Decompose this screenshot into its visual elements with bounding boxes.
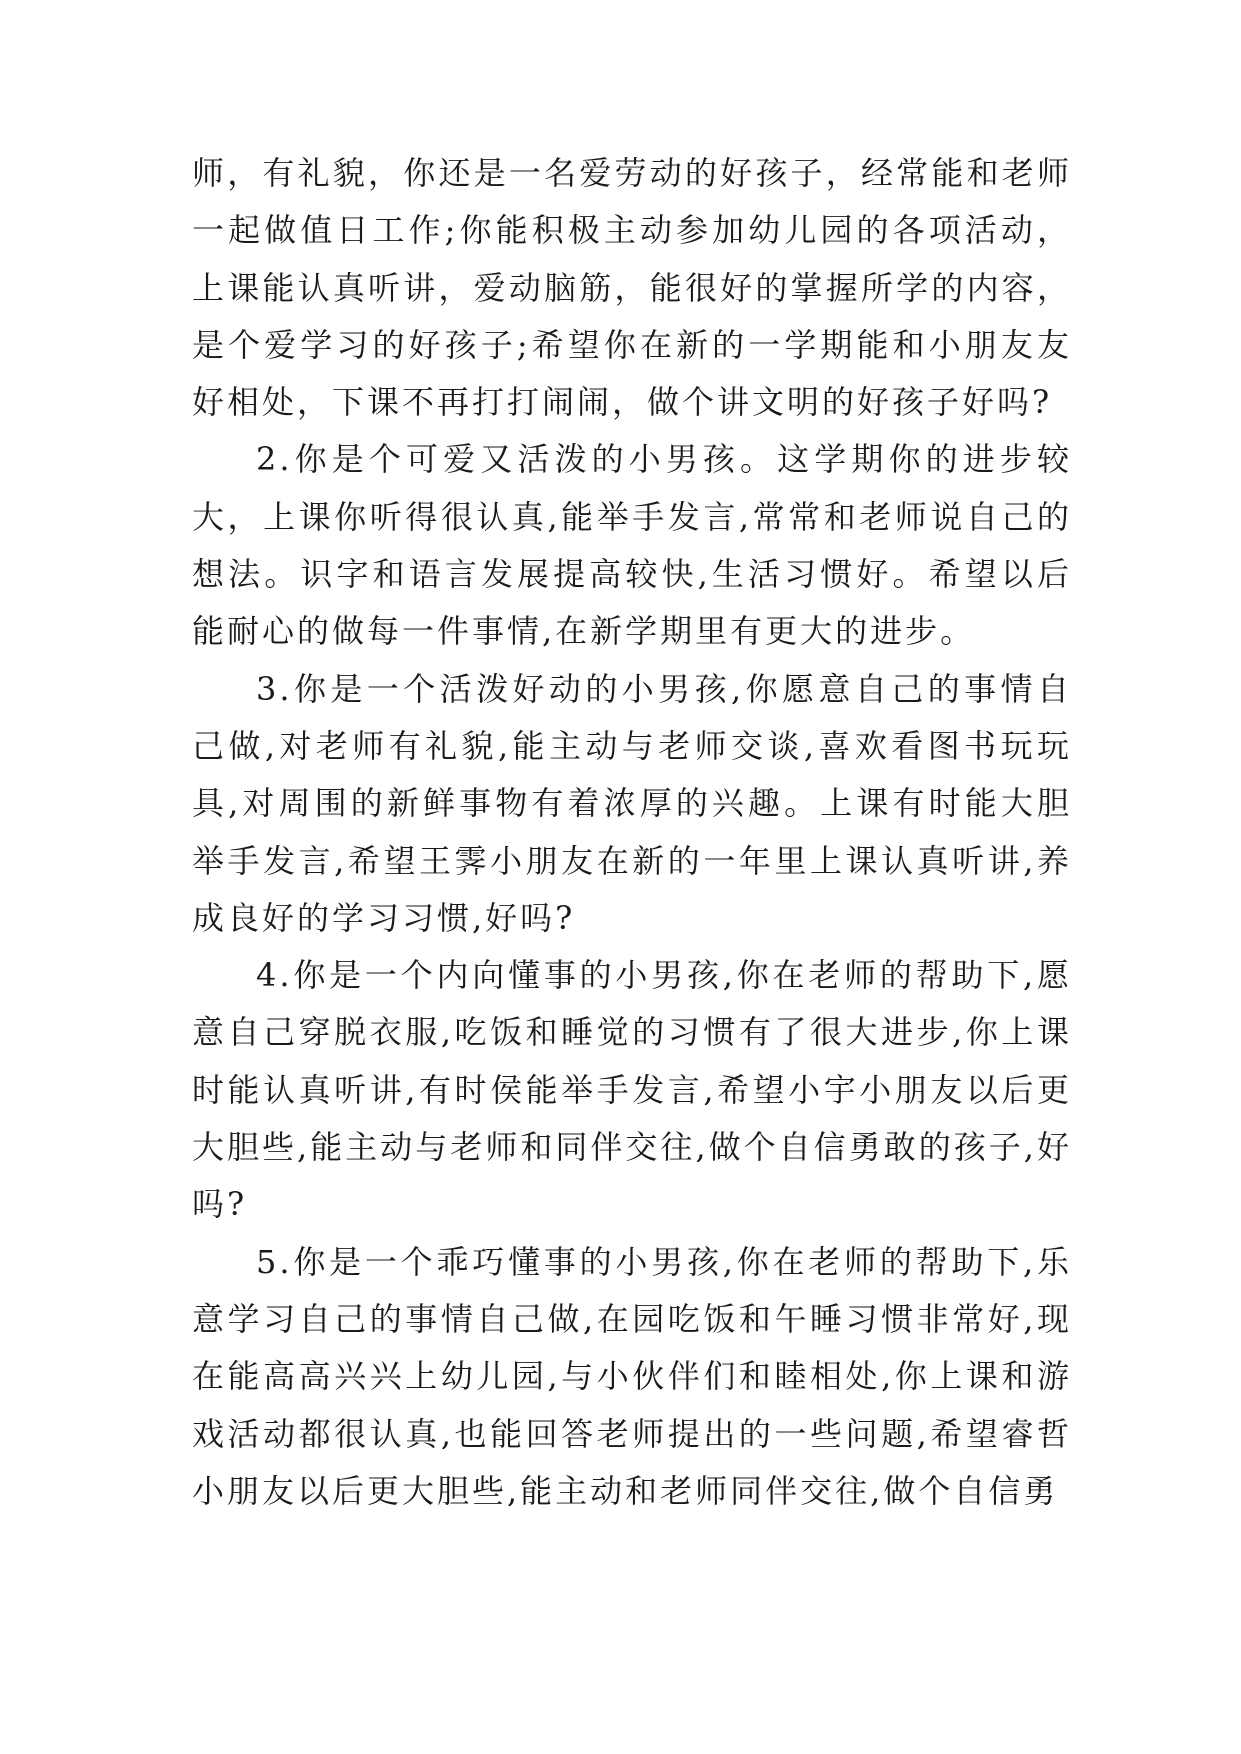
paragraph-item-3: 3.你是一个活泼好动的小男孩,你愿意自己的事情自己做,对老师有礼貌,能主动与老师交谈,喜欢看图书玩玩具,对周围的新鲜事物有着浓厚的兴趣。上课有时能大胆举手发言,希望王霁小朋友在新的一年里上课认真听讲,养成良好的学习习惯,好吗? (192, 669, 1072, 937)
document-body (192, 145, 1072, 1520)
paragraph-item-2: 2.你是个可爱又活泼的小男孩。这学期你的进步较大，上课你听得很认真,能举手发言,常常和老师说自己的想法。识字和语言发展提高较快,生活习惯好。希望以后能耐心的做每一件事情,在新学期里有更大的进步。 (192, 440, 1072, 651)
paragraph-item-5: 5.你是一个乖巧懂事的小男孩,你在老师的帮助下,乐意学习自己的事情自己做,在园吃饭和午睡习惯非常好,现在能高高兴兴上幼儿园,与小伙伴们和睦相处,你上课和游戏活动都很认真,也能回答老师提出的一些问题,希望睿哲小朋友以后更大胆些,能主动和老师同伴交往,做个自信勇 (192, 1242, 1072, 1510)
paragraph-continuation: 师，有礼貌，你还是一名爱劳动的好孩子，经常能和老师一起做值日工作;你能积极主动参加幼儿园的各项活动，上课能认真听讲，爱动脑筋，能很好的掌握所学的内容，是个爱学习的好孩子;希望你在新的一学期能和小朋友友好相处，下课不再打打闹闹，做个讲文明的好孩子好吗? (192, 154, 1072, 422)
paragraph-item-4: 4.你是一个内向懂事的小男孩,你在老师的帮助下,愿意自己穿脱衣服,吃饭和睡觉的习惯有了很大进步,你上课时能认真听讲,有时侯能举手发言,希望小宇小朋友以后更大胆些,能主动与老师和同伴交往,做个自信勇敢的孩子,好吗? (192, 956, 1072, 1224)
